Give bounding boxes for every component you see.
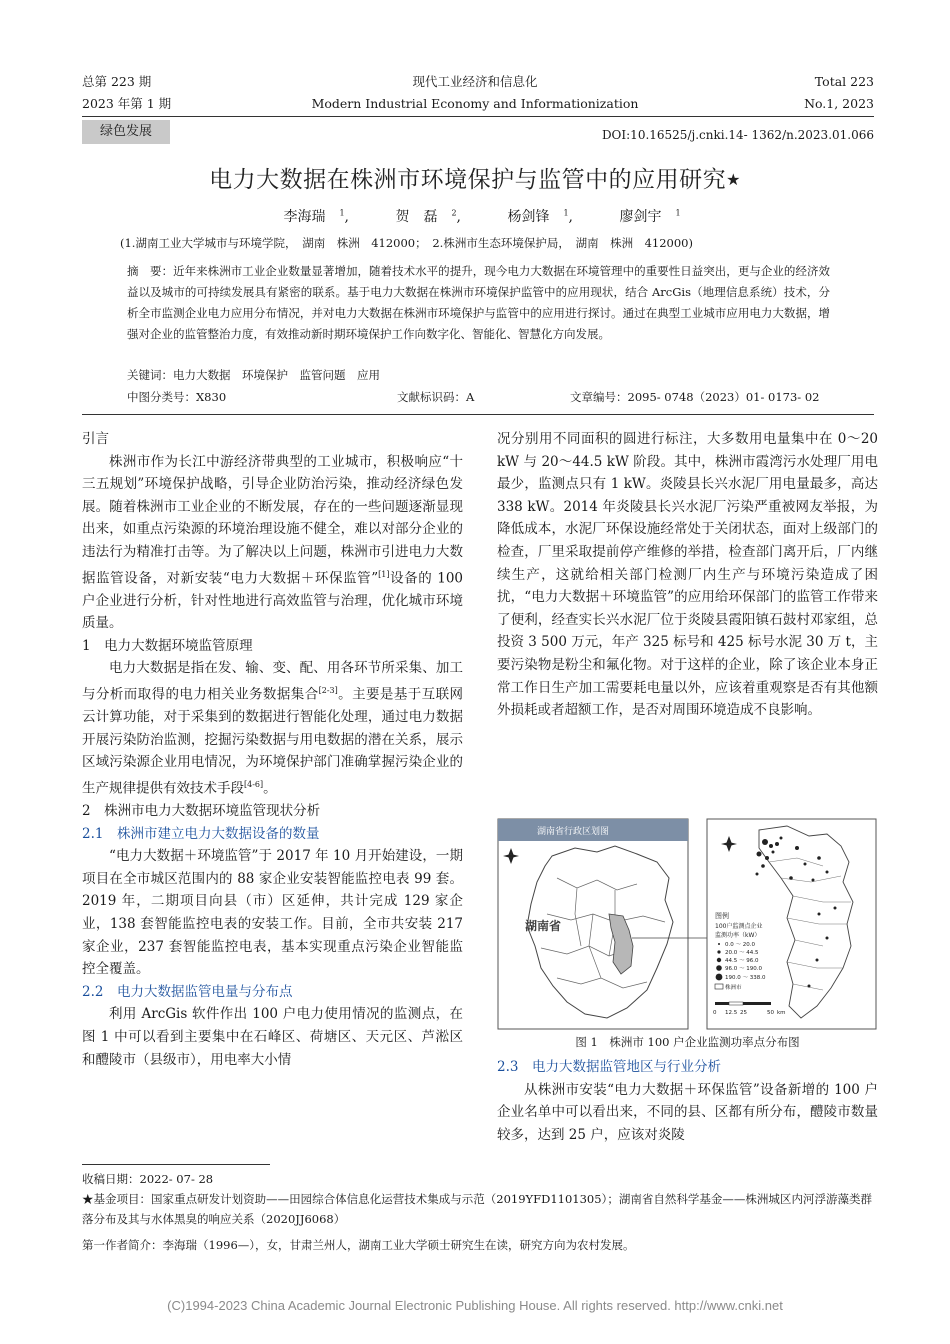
legend-title: 图例 — [715, 912, 729, 920]
figure-1-map — [497, 818, 878, 1030]
subsection-heading-2-1: 2.1 株洲市建立电力大数据设备的数量 — [82, 825, 320, 842]
subsection-heading-2-2: 2.2 电力大数据监管电量与分布点 — [82, 983, 293, 1000]
legend-unit: 监测功率（kW） — [715, 932, 761, 939]
abstract-rule — [82, 414, 874, 415]
legend-item: 44.5 ～ 96.0 — [725, 958, 759, 964]
intro-paragraph: 株洲市作为长江中游经济带典型的工业城市，积极响应“十三五规划”环境保护战略，引导企业防治污染，推动经济绿色发展。随着株洲市工业企业的不断发展，存在的一些问题逐渐显现出来，如重点污染源的环境治理设施不健全，难以对部分企业的违法行为精准打击等。为了解决以上问题，株洲市引进电力大数据监管设备，对新安装“电力大数据＋环保监管”[1]设备的 100 户企业进行分析，针对性地进行高效监管与治理，优化城市环境质量。 — [82, 453, 463, 632]
author: 李海瑞 $^1$, — [283, 208, 349, 225]
legend-subtitle: 100户监测点企业 — [715, 923, 763, 930]
author: 杨剑锋 $^1$, — [507, 208, 573, 225]
clc-number: 中图分类号：X830 — [127, 390, 227, 404]
subsection-2-2-paragraph: 利用 ArcGis 软件作出 100 户电力使用情况的监测点，在图 1 中可以看到主要集中在石峰区、荷塘区、天元区、芦淞区和醴陵市（县级市），用电率大小情 — [82, 1006, 463, 1068]
scale-tick: 25 — [740, 1010, 747, 1016]
right-column-lower — [497, 1056, 878, 1146]
header-issue-total: 总第 223 期 — [82, 74, 152, 89]
affiliation: (1.湖南工业大学城市与环境学院， 湖南 株洲 412000； 2.株洲市生态环境保护局， 湖南 株洲 412000) — [120, 236, 693, 250]
paper-title — [0, 164, 950, 196]
intro-heading: 引言 — [82, 431, 109, 447]
received-date: 收稿日期：2022- 07- 28 — [82, 1172, 214, 1186]
header-issue-year: 2023 年第 1 期 — [82, 96, 172, 111]
subsection-2-1-paragraph: “电力大数据＋环境监管”于 2017 年 10 月开始建设，一期项目在全市城区范围内的 88 家企业安装智能监控电表 99 套。2019 年，二期项目向县（市）区延伸，共计完成 129 家企业，138 套智能监控电表的安装工作。目前，全市共安装 217 家企业，237 套智能监控电表，基本实现重点污染企业智能监控全覆盖。 — [82, 848, 463, 978]
copyright-line: (C)1994-2023 China Academic Journal Electronic Publishing House. All rights reserved. http://www.cnki.net — [167, 1298, 783, 1313]
author: 廖剑宇 $^1$ — [619, 208, 681, 225]
author-bio: 第一作者简介：李海瑞（1996—），女，甘肃兰州人，湖南工业大学硕士研究生在读，研究方向为农村发展。 — [82, 1238, 635, 1252]
header-total: Total 223 — [814, 74, 874, 89]
right-column — [497, 428, 878, 722]
footnote-rule — [82, 1164, 270, 1165]
legend-item: 96.0 ～ 190.0 — [725, 966, 762, 972]
title-star-icon: ★ — [726, 170, 741, 189]
scale-tick: 0 — [713, 1010, 717, 1016]
subsection-heading-2-3: 2.3 电力大数据监管地区与行业分析 — [497, 1059, 721, 1075]
fund-note: ★基金项目：国家重点研发计划资助——田园综合体信息化运营技术集成与示范（2019YFD1101305）；湖南省自然科学基金——株洲城区内河浮游藻类群落分布及其与水体黑臭的响应关系（2020JJ6068） — [82, 1192, 872, 1226]
abstract: 摘 要：近年来株洲市工业企业数量显著增加，随着技术水平的提升，现今电力大数据在环境管理中的重要性日益突出，更与企业的经济效益以及城市的可持续发展具有紧密的联系。基于电力大数据在株洲市环境保护监管中的应用现状，结合 ArcGis（地理信息系统）技术，分析全市监测企业电力应用分布情况，并对电力大数据在株洲市环境保护与监管中的应用进行探讨。通过在典型工业城市应用电力大数据，增强对企业的监管整治力度，有效推动新时期环境保护工作向数字化、智能化、智慧化方向发展。 — [127, 264, 830, 341]
legend-item: 0.0 ～ 20.0 — [725, 942, 755, 948]
section-heading-1: 1 电力大数据环境监管原理 — [82, 637, 253, 654]
subsection-2-3-paragraph: 从株洲市安装“电力大数据＋环保监管”设备新增的 100 户企业名单中可以看出来，不同的县、区都有所分布，醴陵市数量较多，达到 25 户，应该对炎陵 — [497, 1081, 878, 1143]
left-column — [82, 428, 463, 1071]
paper-title-text: 电力大数据在株洲市环境保护与监管中的应用研究 — [209, 167, 727, 193]
scale-unit: km — [777, 1010, 786, 1016]
section-heading-2: 2 株洲市电力大数据环境监管现状分析 — [82, 803, 321, 819]
legend-item: 190.0 ～ 338.0 — [725, 975, 766, 981]
header-journal-en: Modern Industrial Economy and Informationization — [311, 96, 639, 111]
header-journal-cn: 现代工业经济和信息化 — [412, 74, 538, 89]
document-code: 文献标识码：A — [397, 390, 475, 404]
header-number: No.1, 2023 — [804, 96, 874, 111]
keywords: 关键词：电力大数据 环境保护 监管问题 应用 — [127, 368, 380, 382]
figure-caption: 图 1 株洲市 100 户企业监测功率点分布图 — [575, 1035, 800, 1049]
left-map-title: 湖南省行政区划图 — [537, 827, 610, 837]
article-number: 文章编号：2095- 0748（2023）01- 0173- 02 — [570, 390, 820, 404]
section-badge: 绿色发展 — [82, 120, 170, 144]
figure-1 — [497, 818, 878, 1030]
legend-item: 株洲市 — [725, 985, 742, 991]
header-rule — [82, 116, 874, 117]
author-list — [0, 206, 950, 226]
section-1-paragraph: 电力大数据是指在发、输、变、配、用各环节所采集、加工与分析而取得的电力相关业务数据集合[2-3]。主要是基于互联网云计算功能，对于采集到的数据进行智能化处理，通过电力数据开展污染防治监测，挖掘污染数据与用电数据的潜在关系，展示区域污染源企业用电情况，为环境保护部门准确掌握污染企业的生产规律提供有效技术手段[4-6]。 — [82, 660, 464, 797]
scale-tick: 12.5 — [725, 1010, 738, 1016]
doi: DOI:10.16525/j.cnki.14- 1362/n.2023.01.066 — [601, 128, 874, 142]
author: 贺 磊 $^2$, — [395, 208, 461, 225]
legend-item: 20.0 ～ 44.5 — [725, 950, 759, 956]
continued-paragraph: 况分别用不同面积的圆进行标注，大多数用电量集中在 0～20 kW 与 20～44.5 kW 阶段。其中，株洲市霞湾污水处理厂用电最少，监测点只有 1 kW。炎陵县长兴水泥厂用电量最多，高达 338 kW。2014 年炎陵县长兴水泥厂污染严重被网友举报，为降低成本，水泥厂环保设施经常处于关闭状态，面对上级部门的检查，厂里采取提前停产维修的举措，检查部门离开后，厂内继续生产，这就给相关部门检测厂内生产与环境污染造成了困扰，“电力大数据＋环境监管”的应用给环保部门的监管工作带来了便利，经查实长兴水泥厂位于炎陵县霞阳镇石鼓村邓家组，总投资 3 500 万元，年产 325 标号和 425 标号水泥 30 万 t，主要污染物是粉尘和氟化物。对于这样的企业，除了该企业本身正常工作日生产加工需要耗电量以外，应该着重观察是否有其他额外损耗或者超额工作，是否对周围环境造成不良影响。 — [497, 431, 878, 719]
scale-tick: 50 — [767, 1010, 774, 1016]
hunan-label: 湖南省 — [525, 919, 562, 933]
